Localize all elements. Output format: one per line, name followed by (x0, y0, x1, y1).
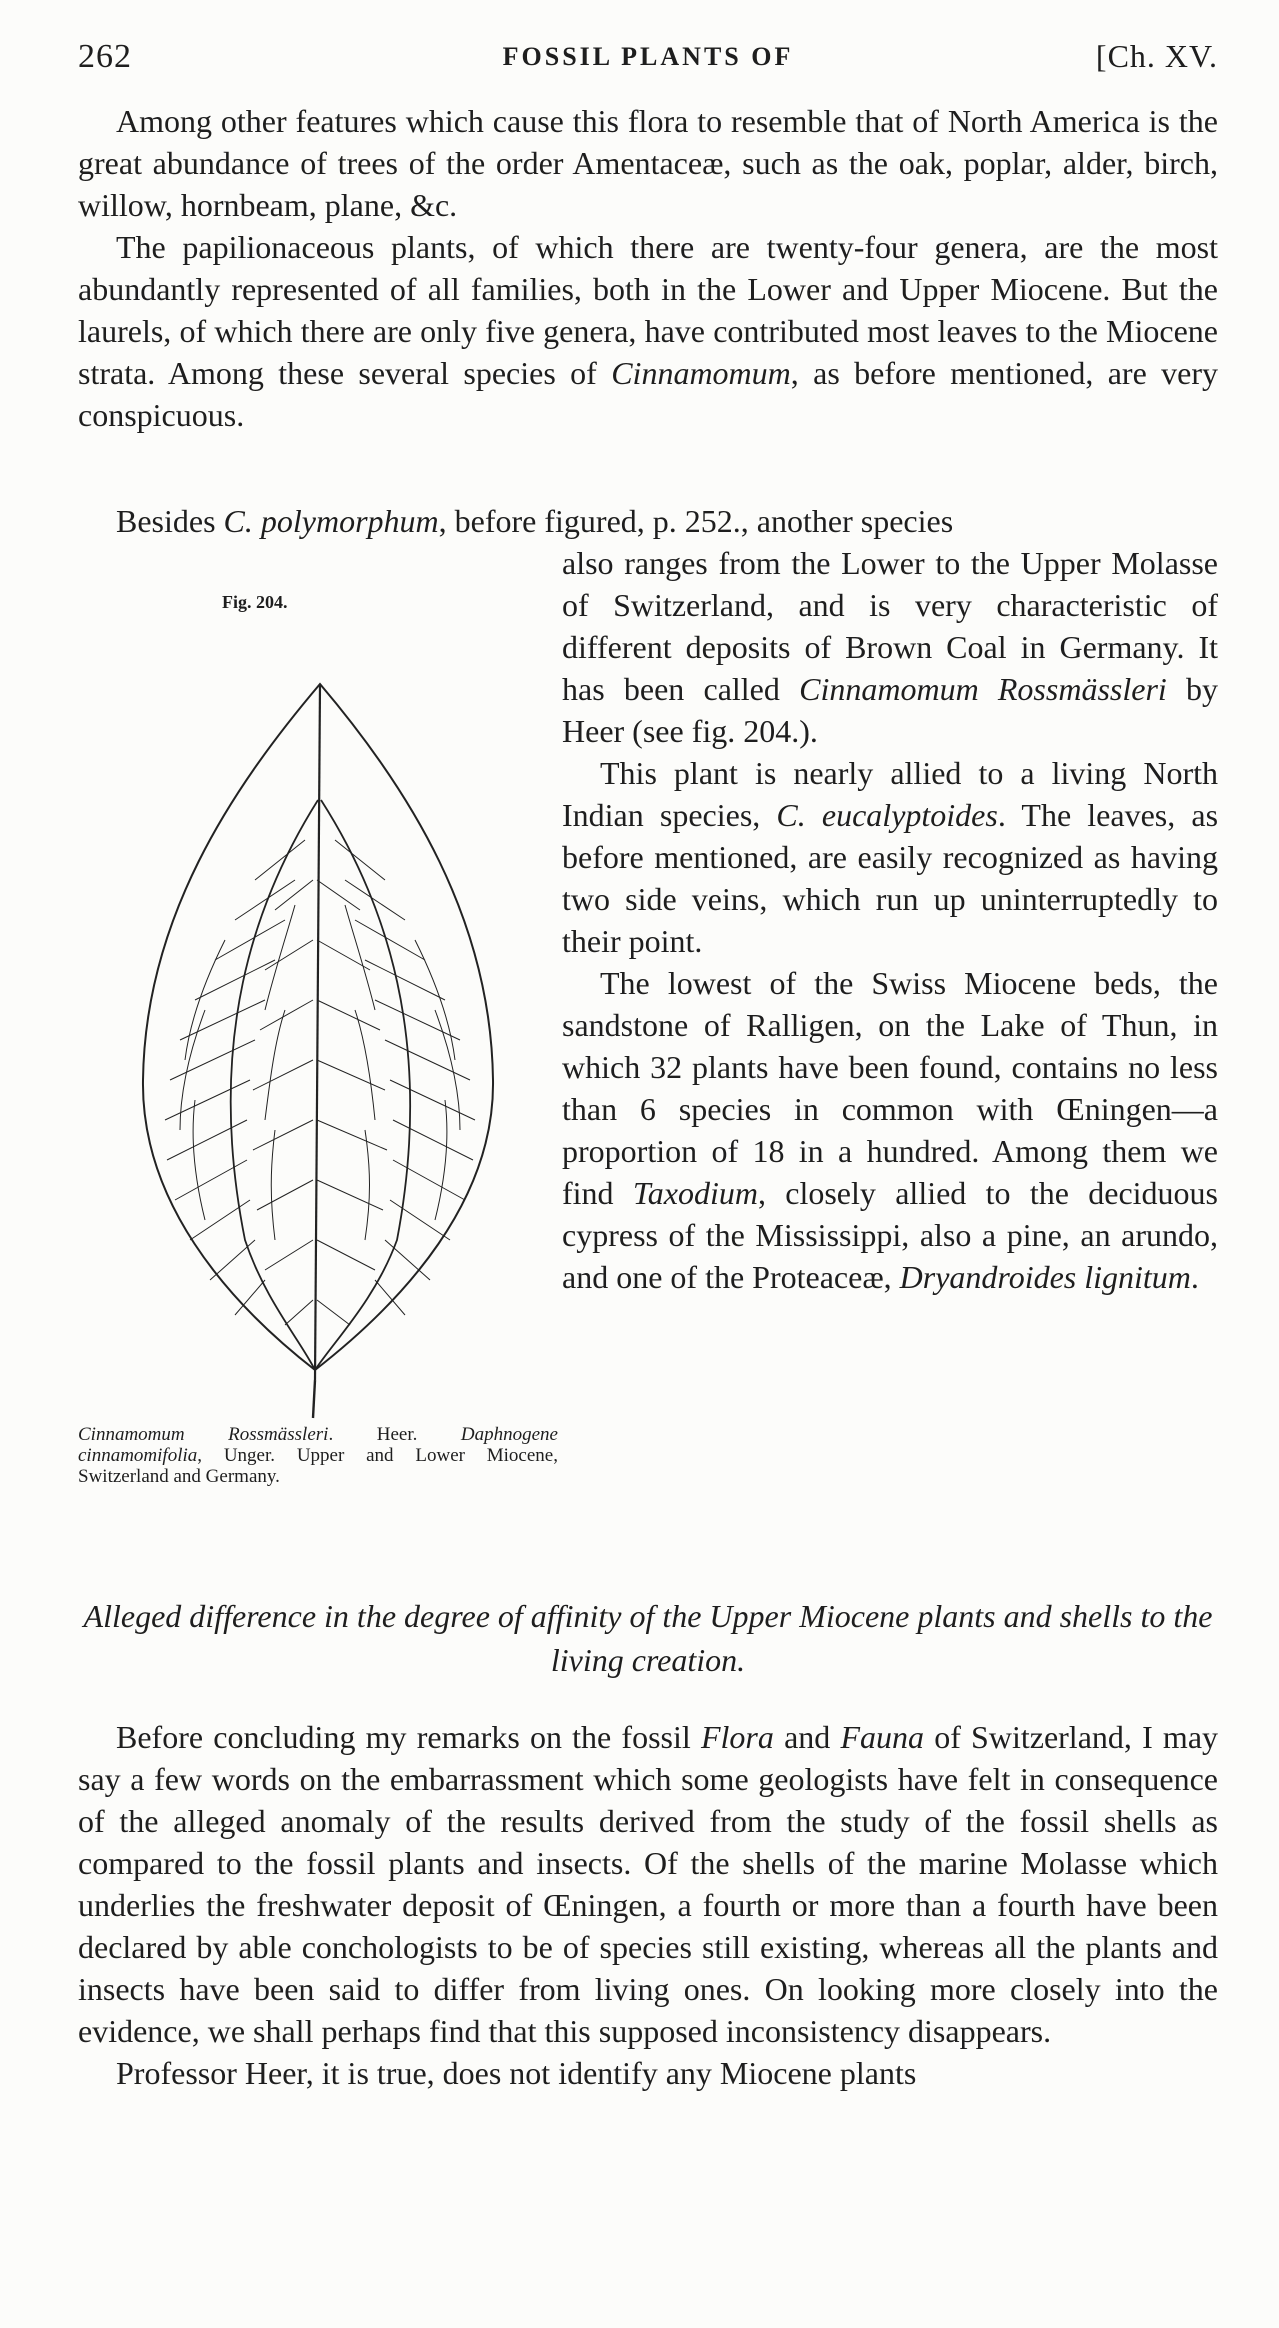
figure-caption: Cinnamomum Rossmässleri. Heer. Daphnogene cinnamomifolia, Unger. Upper and Lower Miocene, Switzerland and Germany. (78, 1424, 558, 1487)
paragraph-ralligen: The lowest of the Swiss Miocene beds, the sandstone of Ralligen, on the Lake of Thun, in which 32 plants have been found, contains no less than 6 species in common with Œningen—a proportion of 18 in a hundred. Among them we find Taxodium, closely allied to the deciduous cypress of the Mississippi, also a pine, an arundo, and one of the Proteaceæ, Dryandroides lignitum. (562, 965, 1219, 1295)
section-heading: Alleged difference in the degree of affinity of the Upper Miocene plants and shells to the living creation. (83, 1598, 1213, 1678)
paragraph-besides-first-line: Besides C. polymorphum, before figured, p. 252., another species (116, 503, 954, 539)
paragraph-professor-heer: Professor Heer, it is true, does not identify any Miocene plants (116, 2055, 917, 2091)
figure-label: Fig. 204. (222, 592, 288, 612)
paragraph-papilionaceous: The papilionaceous plants, of which there are twenty-four genera, are the most abundantly represented of all families, both in the Lower and Upper Miocene. But the laurels, of which there are only five genera, have contributed most leaves to the Miocene strata. Among these several species of Cinnamomum, as before mentioned, are very conspicuous. (78, 229, 1219, 433)
paragraph-north-indian: This plant is nearly allied to a living North Indian species, C. eucalyptoides. The leaves, as before mentioned, are easily recognized as having two side veins, which run up uninterruptedly to their point. (562, 755, 1219, 959)
right-column-text (562, 542, 1218, 1298)
page-header (78, 38, 1218, 78)
paragraph-block-bottom (78, 1716, 1218, 2094)
paragraph-before-concluding: Before concluding my remarks on the fossil Flora and Fauna of Switzerland, I may say a few words on the embarrassment which some geologists have felt in consequence of the alleged anomaly of the results derived from the study of the fossil shells as compared to the fossil plants and insects. Of the shells of the marine Molasse which underlies the freshwater deposit of Œningen, a fourth or more than a fourth have been declared by able conchologists to be of species still existing, whereas all the plants and insects have been said to differ from living ones. On looking more closely into the evidence, we shall perhaps find that this supposed inconsistency disappears. (78, 1719, 1219, 2049)
paragraph-amentaceae: Among other features which cause this flora to resemble that of North America is the great abundance of trees of the order Amentaceæ, such as the oak, poplar, alder, birch, willow, hornbeam, plane, &c. (78, 103, 1218, 223)
running-title: FOSSIL PLANTS OF (502, 42, 794, 71)
page-number: 262 (78, 38, 132, 75)
chapter-marker: [Ch. XV. (1095, 38, 1218, 74)
fossil-leaf-illustration (135, 680, 505, 1420)
paragraph-besides-continued: also ranges from the Lower to the Upper Molasse of Switzerland, and is very characteristic of different deposits of Brown Coal in Germany. It has been called Cinnamomum Rossmässleri by Heer (see fig. 204.). (562, 545, 1219, 749)
paragraph-intro (78, 100, 1218, 436)
